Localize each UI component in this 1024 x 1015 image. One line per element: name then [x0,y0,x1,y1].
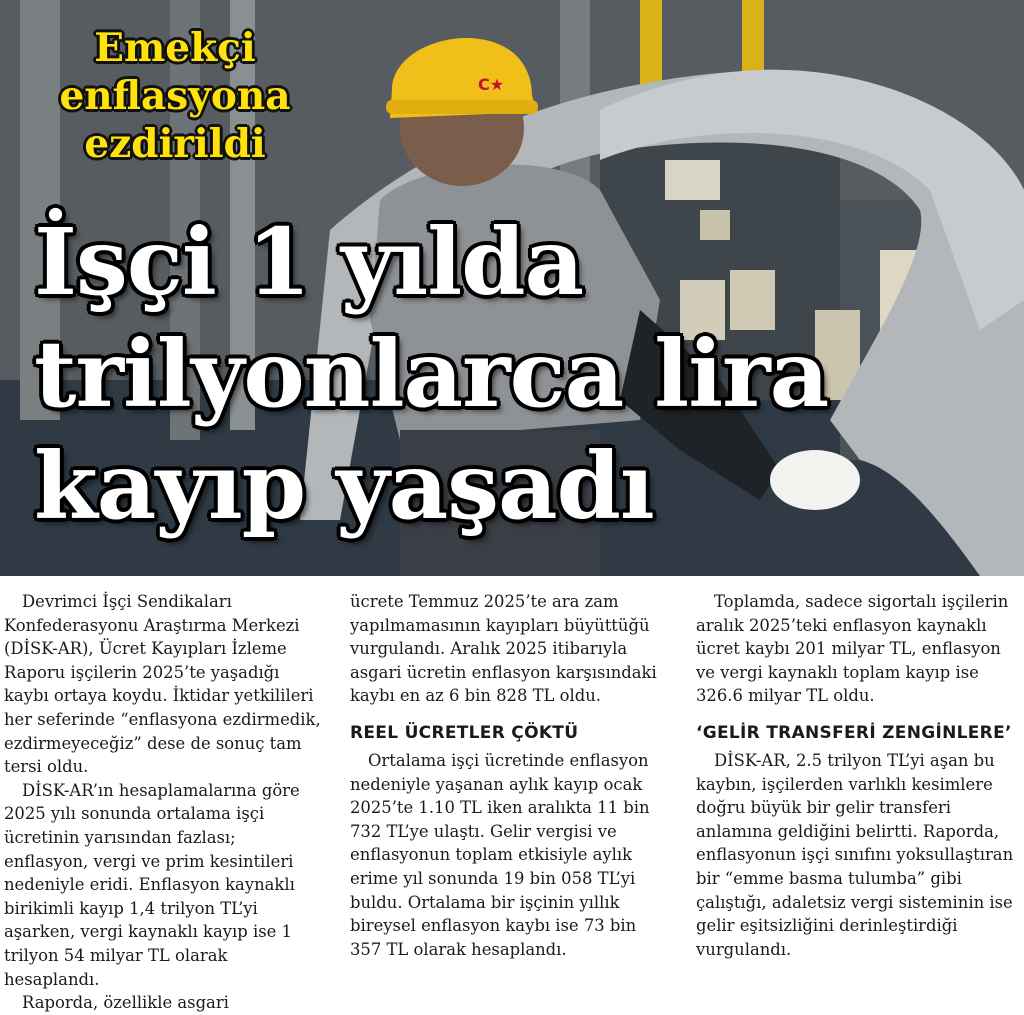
headline-line: kayıp yaşadı [34,432,654,540]
paragraph: Devrimci İşçi Sendikaları Konfederasyonu Araştırma Merkezi (DİSK-AR), Ücret Kayıpları İzleme Raporu işçilerin 2025’te yaşadığı kaybı ortaya koydu. İktidar yetkilileri her seferinde “enflasyona ezdirmedik, ezdirmeyeceğiz” dese de sonuç tam tersi oldu. [4,592,321,777]
kicker [30,24,320,168]
paragraph: DİSK-AR, 2.5 trilyon TL’yi aşan bu kaybın, işçilerden varlıklı kesimlere doğru büyük bir gelir transferi anlamına geldiğini belirtti. Raporda, enflasyonun işçi sınıfını yoksullaştıran bir “emme basma tulumba” gibi çalıştığı, adaletsiz vergi sisteminin ise gelir eşitsizliğini derinleştirdiği vurgulandı. [696,750,1014,959]
kicker-line: Emekçi [94,25,256,71]
article-column-1 [4,590,322,1015]
kicker-line: ezdirildi [84,121,266,167]
paragraph: Raporda, özellikle asgari [22,993,229,1013]
headline [34,206,1014,542]
helmet-logo: C★ [478,75,505,94]
paragraph: ücrete Temmuz 2025’te ara zam yapılmamasının kayıpları büyüttüğü vurgulandı. Aralık 2025 itibarıyla asgari ücretin enflasyon karşısındaki kaybı en az 6 bin 828 TL oldu. [350,592,657,706]
article-column-2 [350,590,668,961]
paragraph: DİSK-AR’ın hesaplamalarına göre 2025 yılı sonunda ortalama işçi ücretinin yarısından fazlası; enflasyon, vergi ve prim kesintileri nedeniyle eridi. Enflasyon kaynaklı birikimli kayıp 1,4 trilyon TL’yi aşarken, vergi kaynaklı kayıp ise 1 trilyon 54 milyar TL olarak hesaplandı. [4,780,300,989]
article-column-3 [696,590,1014,961]
headline-line: trilyonlarca lira [34,320,829,428]
paragraph: Ortalama işçi ücretinde enflasyon nedeniyle yaşanan aylık kayıp ocak 2025’te 1.10 TL iken aralıkta 11 bin 732 TL’ye ulaştı. Gelir vergisi ve enflasyonun toplam etkisiyle aylık erime yıl sonunda 19 bin 058 TL’yi buldu. Ortalama bir işçinin yıllık bireysel enflasyon kaybı ise 73 bin 357 TL olarak hesaplandı. [350,750,650,959]
kicker-line: enflasyona [59,73,291,119]
subheading: REEL ÜCRETLER ÇÖKTÜ [350,722,579,743]
subheading: ‘GELİR TRANSFERİ ZENGİNLERE’ [696,722,1012,743]
headline-line: İşçi 1 yılda [34,208,584,316]
paragraph: Toplamda, sadece sigortalı işçilerin aralık 2025’teki enflasyon kaynaklı ücret kaybı 201 milyar TL, enflasyon ve vergi kaynaklı toplam kayıp ise 326.6 milyar TL oldu. [696,592,1009,706]
